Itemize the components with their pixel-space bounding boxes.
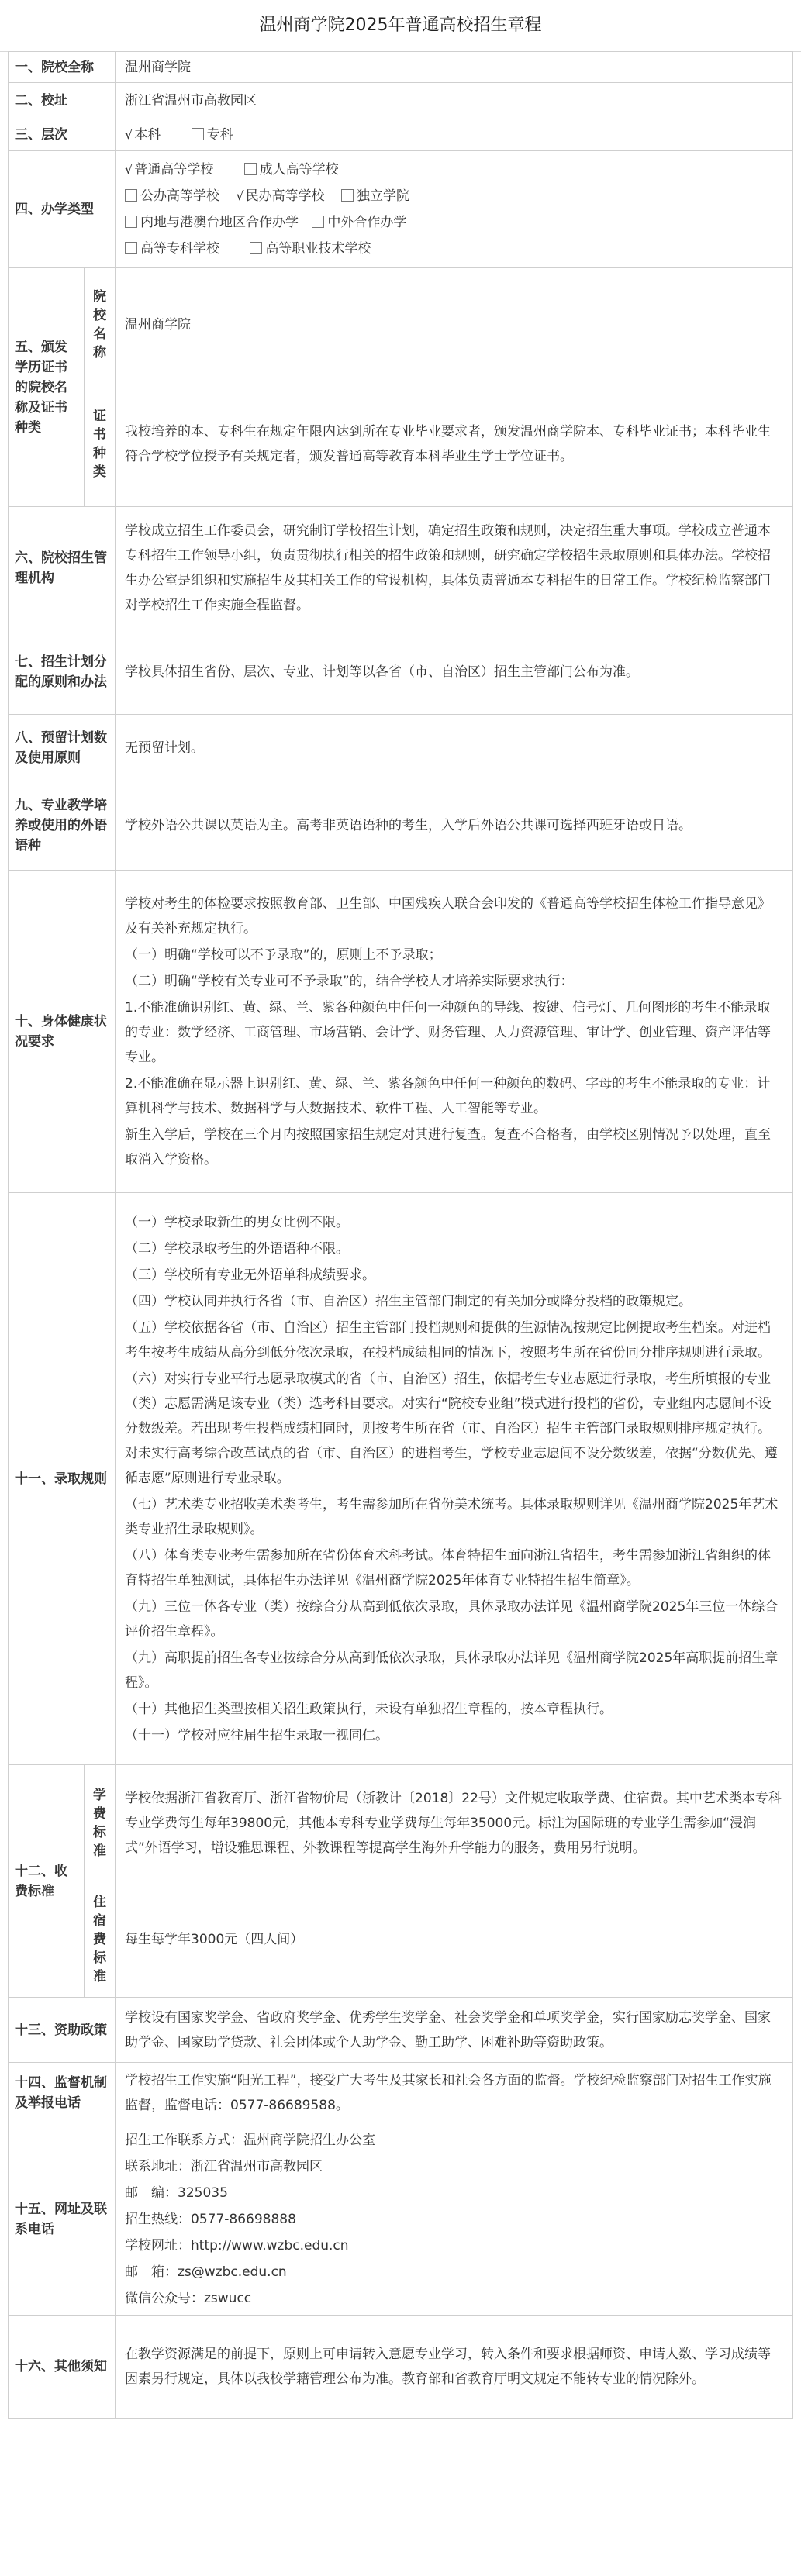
row-value: 温州商学院 — [116, 268, 793, 381]
row-certificate-institution — [9, 268, 793, 381]
row-label: 十二、收费标准 — [9, 1765, 85, 1998]
option-undergraduate: √ 本科 — [125, 127, 161, 143]
level-options — [116, 119, 793, 151]
row-label: 六、院校招生管理机构 — [9, 507, 116, 629]
contact-line: 微信公众号：zswucc — [125, 2290, 252, 2306]
paragraph: （六）对实行专业平行志愿录取模式的省（市、自治区）招生，依据考生专业志愿进行录取，考生所填报的专业（类）志愿需满足该专业（类）选考科目要求。对实行“院校专业组”模式进行投档的省份，专业组内志愿间不设分数级差。若出现考生投档成绩相同时，则按考生所在省（市、自治区）招生主管部门录取规则排序规定执行。对未实行高考综合改革试点的省（市、自治区）的进档考生，学校专业志愿间不设分数级差，依据“分数优先、遵循志愿”原则进行专业录取。 — [125, 1371, 778, 1486]
row-label: 十六、其他须知 — [9, 2316, 116, 2419]
row-value: 学校外语公共课以英语为主。高考非英语语种的考生，入学后外语公共课可选择西班牙语或日语。 — [116, 781, 793, 871]
checkbox-icon — [312, 216, 324, 228]
checkbox-icon — [192, 128, 204, 140]
checkbox-icon — [244, 163, 257, 175]
row-label: 八、预留计划数及使用原则 — [9, 715, 116, 781]
row-contact — [9, 2123, 793, 2316]
row-school-type — [9, 151, 793, 268]
paragraph: （八）体育类专业考生需参加所在省份体育术科考试。体育特招生面向浙江省招生，考生需参加浙江省组织的体育特招生单独测试，具体招生办法详见《温州商学院2025年体育专业特招生招生简章》。 — [125, 1547, 771, 1588]
row-value: 温州商学院 — [116, 52, 793, 83]
paragraph: （四）学校认同并执行各省（市、自治区）招生主管部门制定的有关加分或降分投档的政策规定。 — [125, 1293, 692, 1309]
row-value — [116, 871, 793, 1193]
checkmark-icon: √ — [125, 127, 133, 142]
paragraph: （九）高职提前招生各专业按综合分从高到低依次录取，具体录取办法详见《温州商学院2025年高职提前招生章程》。 — [125, 1650, 779, 1691]
checkmark-icon: √ — [125, 162, 133, 177]
row-label: 十一、录取规则 — [9, 1193, 116, 1765]
checkbox-icon — [125, 216, 137, 228]
row-value — [116, 2123, 793, 2316]
checkbox-icon — [125, 189, 137, 202]
contact-email[interactable]: 邮 箱：zs@wzbc.edu.cn — [125, 2264, 287, 2280]
paragraph: （二）学校录取考生的外语语种不限。 — [125, 1240, 349, 1257]
row-full-name — [9, 52, 793, 83]
row-label: 五、颁发学历证书的院校名称及证书种类 — [9, 268, 85, 507]
row-foreign-language — [9, 781, 793, 871]
page-title: 温州商学院2025年普通高校招生章程 — [0, 0, 801, 52]
paragraph: （七）艺术类专业招收美术类考生，考生需参加所在省份美术统考。具体录取规则详见《温州商学院2025年艺术类专业招生录取规则》。 — [125, 1496, 779, 1537]
row-label: 九、专业教学培养或使用的外语语种 — [9, 781, 116, 871]
paragraph: （十）其他招生类型按相关招生政策执行，未设有单独招生章程的，按本章程执行。 — [125, 1701, 613, 1717]
checkbox-icon — [250, 242, 262, 254]
row-label: 四、办学类型 — [9, 151, 116, 268]
row-label: 十三、资助政策 — [9, 1998, 116, 2063]
row-reserved-plan — [9, 715, 793, 781]
paragraph: （一）明确“学校可以不予录取”的，原则上不予录取； — [125, 947, 442, 963]
row-certificate-type — [9, 381, 793, 507]
checkmark-icon: √ — [236, 188, 244, 203]
row-admission-rules — [9, 1193, 793, 1765]
row-label: 七、招生计划分配的原则和办法 — [9, 629, 116, 715]
paragraph: 新生入学后，学校在三个月内按照国家招生规定对其进行复查。复查不合格者，由学校区别情况予以处理，直至取消入学资格。 — [125, 1126, 771, 1167]
row-accommodation — [9, 1881, 793, 1998]
checkbox-icon — [341, 189, 354, 202]
row-value: 在教学资源满足的前提下，原则上可申请转入意愿专业学习，转入条件和要求根据师资、申请人数、学习成绩等因素另行规定，具体以我校学籍管理公布为准。教育部和省教育厅明文规定不能转专业的情况除外。 — [116, 2316, 793, 2419]
paragraph: （一）学校录取新生的男女比例不限。 — [125, 1214, 349, 1230]
row-value: 学校招生工作实施“阳光工程”，接受广大考生及其家长和社会各方面的监督。学校纪检监察部门对招生工作实施监督，监督电话：0577-86689588。 — [116, 2063, 793, 2123]
row-label: 十五、网址及联系电话 — [9, 2123, 116, 2316]
paragraph: （三）学校所有专业无外语单科成绩要求。 — [125, 1267, 375, 1283]
row-level — [9, 119, 793, 151]
contact-website[interactable]: 学校网址：http://www.wzbc.edu.cn — [125, 2237, 349, 2254]
row-address — [9, 83, 793, 119]
contact-line: 招生工作联系方式：温州商学院招生办公室 — [125, 2132, 375, 2148]
row-health-requirements — [9, 871, 793, 1193]
row-label: 三、层次 — [9, 119, 116, 151]
paragraph: 1.不能准确识别红、黄、绿、兰、紫各种颜色中任何一种颜色的导线、按键、信号灯、几何图形的考生不能录取的专业：数学经济、工商管理、市场营销、会计学、财务管理、人力资源管理、审计学、创业管理、资产评估等专业。 — [125, 999, 771, 1065]
contact-line: 招生热线：0577-86698888 — [125, 2211, 296, 2227]
row-label: 一、院校全称 — [9, 52, 116, 83]
paragraph: （五）学校依据各省（市、自治区）招生主管部门投档规则和提供的生源情况按规定比例提取考生档案。对进档考生按考生成绩从高分到低分依次录取，在投档成绩相同的情况下，按照考生所在省份同分排序规则进行录取。 — [125, 1319, 771, 1360]
row-admission-office — [9, 507, 793, 629]
sub-label: 住宿费标准 — [85, 1881, 116, 1998]
row-financial-aid — [9, 1998, 793, 2063]
row-value: 学校成立招生工作委员会，研究制订学校招生计划，确定招生政策和规则，决定招生重大事项。学校成立普通本专科招生工作领导小组，负责贯彻执行相关的招生政策和规则，研究确定学校招生录取原则和具体办法。学校招生办公室是组织和实施招生及其相关工作的常设机构，具体负责普通本专科招生的日常工作。学校纪检监察部门对学校招生工作实施全程监督。 — [116, 507, 793, 629]
row-value — [116, 1193, 793, 1765]
sub-label: 证书种类 — [85, 381, 116, 507]
row-label: 二、校址 — [9, 83, 116, 119]
row-value: 我校培养的本、专科生在规定年限内达到所在专业毕业要求者，颁发温州商学院本、专科毕业证书；本科毕业生符合学校学位授予有关规定者，颁发普通高等教育本科毕业生学士学位证书。 — [116, 381, 793, 507]
row-plan-allocation — [9, 629, 793, 715]
row-tuition — [9, 1765, 793, 1881]
paragraph: 学校对考生的体检要求按照教育部、卫生部、中国残疾人联合会印发的《普通高等学校招生体检工作指导意见》及有关补充规定执行。 — [125, 895, 771, 936]
row-value: 学校具体招生省份、层次、专业、计划等以各省（市、自治区）招生主管部门公布为准。 — [116, 629, 793, 715]
option-college: 专科 — [192, 127, 233, 143]
school-type-options: √ 普通高等学校 成人高等学校 公办高等学校 √ 民办高等学校 独立学院 内地与港澳台地区合作办学 中外合作办学 高等专科学校 高等职业技术学校 — [116, 151, 793, 268]
paragraph: 2.不能准确在显示器上识别红、黄、绿、兰、紫各颜色中任何一种颜色的数码、字母的考生不能录取的专业：计算机科学与技术、数据科学与大数据技术、软件工程、人工智能等专业。 — [125, 1075, 771, 1116]
row-label: 十、身体健康状况要求 — [9, 871, 116, 1193]
paragraph: （二）明确“学校有关专业可不予录取”的，结合学校人才培养实际要求执行： — [125, 973, 574, 989]
sub-label: 院校名称 — [85, 268, 116, 381]
sub-label: 学费标准 — [85, 1765, 116, 1881]
row-value: 无预留计划。 — [116, 715, 793, 781]
row-supervision — [9, 2063, 793, 2123]
row-value: 浙江省温州市高教园区 — [116, 83, 793, 119]
row-other-notes — [9, 2316, 793, 2419]
row-label: 十四、监督机制及举报电话 — [9, 2063, 116, 2123]
contact-line: 联系地址：浙江省温州市高教园区 — [125, 2158, 323, 2174]
row-value: 每生每学年3000元（四人间） — [116, 1881, 793, 1998]
checkbox-icon — [125, 242, 137, 254]
paragraph: （十一）学校对应往届生招生录取一视同仁。 — [125, 1727, 388, 1743]
contact-line: 邮 编：325035 — [125, 2185, 228, 2201]
paragraph: （九）三位一体各专业（类）按综合分从高到低依次录取，具体录取办法详见《温州商学院2025年三位一体综合评价招生章程》。 — [125, 1598, 779, 1640]
row-value: 学校设有国家奖学金、省政府奖学金、优秀学生奖学金、社会奖学金和单项奖学金，实行国家励志奖学金、国家助学金、国家助学贷款、社会团体或个人助学金、勤工助学、困难补助等资助政策。 — [116, 1998, 793, 2063]
charter-table — [8, 51, 793, 2419]
row-value: 学校依据浙江省教育厅、浙江省物价局（浙教计〔2018〕22号）文件规定收取学费、住宿费。其中艺术类本专科专业学费每生每年39800元，其他本专科专业学费每生每年35000元。标注为国际班的专业学生需参加“浸润式”外语学习，增设雅思课程、外教课程等提高学生海外升学能力的服务，费用另行说明。 — [116, 1765, 793, 1881]
